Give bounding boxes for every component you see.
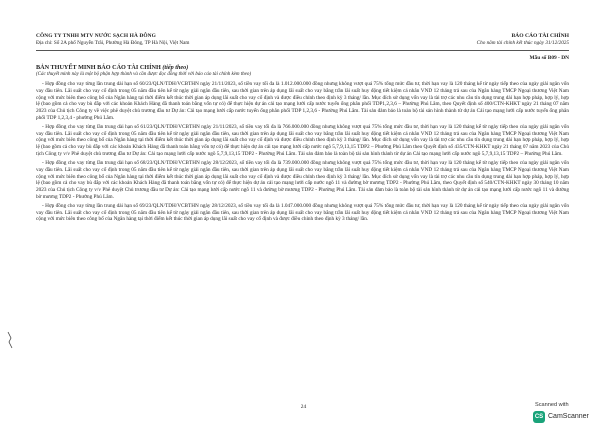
report-title: BÁO CÁO TÀI CHÍNH (511, 33, 569, 39)
form-number: Mẫu số B09 - DN (529, 55, 569, 61)
handwritten-mark-icon (6, 330, 14, 350)
scanned-with-label: Scanned with (535, 402, 569, 408)
camscanner-watermark (525, 402, 603, 426)
section-title-continued: (tiếp theo) (162, 64, 189, 71)
report-header (369, 33, 569, 47)
section-title-text: BẢN THUYẾT MINH BÁO CÁO TÀI CHÍNH (36, 64, 161, 71)
camscanner-name: CamScanner (548, 413, 589, 420)
page-number: 24 (300, 404, 307, 410)
camscanner-logo-icon: CS (533, 411, 545, 423)
loan-paragraph: - Hợp đồng cho vay từng lần trung dài hạn số 69/23/QLN/TDH/VCBTHN ngày 28/12/2023, số tiền vay tối đa là 1.047.000.000 đồng nhưng không vượt quá 75% tổng mức đầu tư, thời hạn vay là 120 tháng kể từ ngày tiếp theo của ngày giải ngân vốn vay đầu tiên. Lãi suất cho vay cố định trong 05 năm đầu tiên kể từ ngày giải ngân đầu tiên, sau thời gian trên áp dụng lãi suất cho vay bằng trần lãi suất huy động tiết kiệm cá nhân VND 12 tháng trả sau của Ngân hàng TMCP Ngoại thương Việt Nam cộng với mức biên theo công bố của Ngân hàng tại thời điểm kết thúc thời gian áp dụng lãi suất cho vay cố định và được điều chỉnh theo định kỳ 3 tháng/ lần. (36, 202, 569, 223)
loan-paragraph: - Hợp đồng cho vay từng lần trung dài hạn số 61/23/QLN/TDH/VCBTHN ngày 21/11/2023, số tiền vay tối đa là 766.000.000 đồng nhưng không vượt quá 75% tổng mức đầu tư, thời hạn vay là 120 tháng kể từ ngày tiếp theo của ngày giải ngân vốn vay đầu tiên. Lãi suất cho vay cố định trong 05 năm đầu tiên kể từ ngày giải ngân đầu tiên, sau thời gian trên áp dụng lãi suất cho vay bằng trần lãi suất huy động tiết kiệm cá nhân VND 12 tháng trả sau của Ngân hàng TMCP Ngoại thương Việt Nam cộng với mức biên theo công bố của Ngân hàng tại thời điểm kết thúc thời gian áp dụng lãi suất cho vay cố định và được điều chỉnh theo định kỳ 3 tháng/ lần. Mục đích sử dụng vốn vay là tài trợ các nhu cầu tín dụng trung dài hạn hợp pháp, hợp lý, hợp lệ (bao gồm cả cho vay bù đắp với các khoản Khách Hàng đã thanh toán bằng vốn tự có) để thực hiện dự án cải tạo mạng lưới cấp nước ngõ 5,7,9,13,15 TDP2 – Phường Phú Lãm theo Quyết định số 435/CTN-KHKT ngày 21 tháng 07 năm 2023 của Chủ tịch Công ty v/v Phê duyệt chủ trương đầu tư Dự án: Cải tạo mạng lưới cấp nước ngõ 5,7,9,13,15 TDP2 - Phường Phú Lãm. Tài sản đảm bảo là toàn bộ tài sản hình thành từ dự án Cải tạo mạng lưới cấp nước ngõ 5,7,9,13,15 TDP2 – Phường Phú Lãm. (36, 123, 569, 157)
header-divider (36, 50, 569, 51)
loan-paragraph: - Hợp đồng cho vay từng lần trung dài hạn số 60/23/QLN/TDH/VCBTHN ngày 21/11/2023, số tiền vay tối đa là 1.012.000.000 đồng nhưng không vượt quá 75% tổng mức đầu tư, thời hạn vay là 120 tháng kể từ ngày tiếp theo của ngày giải ngân vốn vay đầu tiên. Lãi suất cho vay cố định trong 05 năm đầu tiên kể từ ngày giải ngân đầu tiên, sau thời gian trên áp dụng lãi suất cho vay bằng trần lãi suất huy động tiết kiệm cá nhân VND 12 tháng trả sau của Ngân hàng TMCP Ngoại thương Việt Nam cộng với mức biên theo công bố của Ngân hàng tại thời điểm kết thúc thời gian áp dụng lãi suất cho vay cố định và được điều chỉnh theo định kỳ 3 tháng/ lần. Mục đích sử dụng vốn vay là tài trợ các nhu cầu tín dụng trung dài hạn hợp pháp, hợp lý, hợp lệ (bao gồm cả cho vay bù đắp với các khoản Khách Hàng đã thanh toán bằng vốn tự có) để thực hiện dự án cải tạo mạng lưới cấp nước tuyến ống phân phối TDP1,2,3,6 – Phường Phú Lãm, theo Quyết định số 400/CTN-KHKT ngày 21 tháng 07 năm 2023 của Chủ tịch Công ty về việc phê duyệt chủ trương đầu tư Dự án: Cải tạo mạng lưới cấp nước tuyến ống phân phối TDP 1,2,3,6 - Phường Phú Lãm. Tài sản đảm bảo là toàn bộ tài sản hình thành từ dự án Cải tạo mạng lưới cấp nước tuyến ống phân phối TDP 1,2,3,4 - phường Phú Lãm. (36, 81, 569, 121)
document-body (36, 81, 569, 226)
company-name: CÔNG TY TNHH MTV NƯỚC SẠCH HÀ ĐÔNG (36, 33, 156, 39)
company-header (36, 33, 336, 47)
company-address: Địa chỉ: Số 2A phố Nguyễn Trãi, Phường Hà Đông, TP Hà Nội, Việt Nam (36, 40, 190, 46)
loan-paragraph: - Hợp đồng cho vay từng lần trung dài hạn số 68/23/QLN/TDH/VCBTHN ngày 28/12/2023, số tiền vay tối đa là 739.000.000 đồng nhưng không vượt quá 75% tổng mức đầu tư, thời hạn vay là 120 tháng kể từ ngày tiếp theo của ngày giải ngân vốn vay đầu tiên. Lãi suất cho vay cố định trong 05 năm đầu tiên kể từ ngày giải ngân đầu tiên, sau thời gian trên áp dụng lãi suất cho vay bằng trần lãi suất huy động tiết kiệm cá nhân VND 12 tháng trả sau của Ngân hàng TMCP Ngoại thương Việt Nam cộng với mức biên theo công bố của Ngân hàng tại thời điểm kết thúc thời gian áp dụng lãi suất cho vay cố định và được điều chỉnh theo định kỳ 3 tháng/ lần. Mục đích sử dụng vốn vay là tài trợ các nhu cầu tín dụng trung dài hạn hợp pháp, hợp lý, hợp lệ (bao gồm cả cho vay bù đắp với các khoản Khách Hàng đã thanh toán bằng vốn tự có) để thực hiện dự án cải tạo mạng lưới cấp nước ngõ 11 và đường bờ mương TDP2 - Phường Phú Lãm, theo Quyết định số 540/CTN-KHKT ngày 30 tháng 10 năm 2023 của Chủ tịch Công ty v/v Phê duyệt Chủ trương đầu tư Dự án: Cải tạo mạng lưới cấp nước ngõ 11 và đường bờ mương TDP2 - Phường Phú Lãm. Tài sản đảm bảo là toàn bộ tài sản hình thành từ dự án cải tạo mạng lưới cấp nước ngõ 11 và đường bờ mương TDP2 - Phường Phú Lãm. (36, 160, 569, 200)
report-period: Cho năm tài chính kết thúc ngày 31/12/2025 (476, 40, 569, 46)
section-title (36, 64, 188, 72)
section-note: (Các thuyết minh này là một bộ phận hợp thành và cần được đọc đồng thời với báo cáo tài chính kèm theo) (36, 72, 252, 77)
